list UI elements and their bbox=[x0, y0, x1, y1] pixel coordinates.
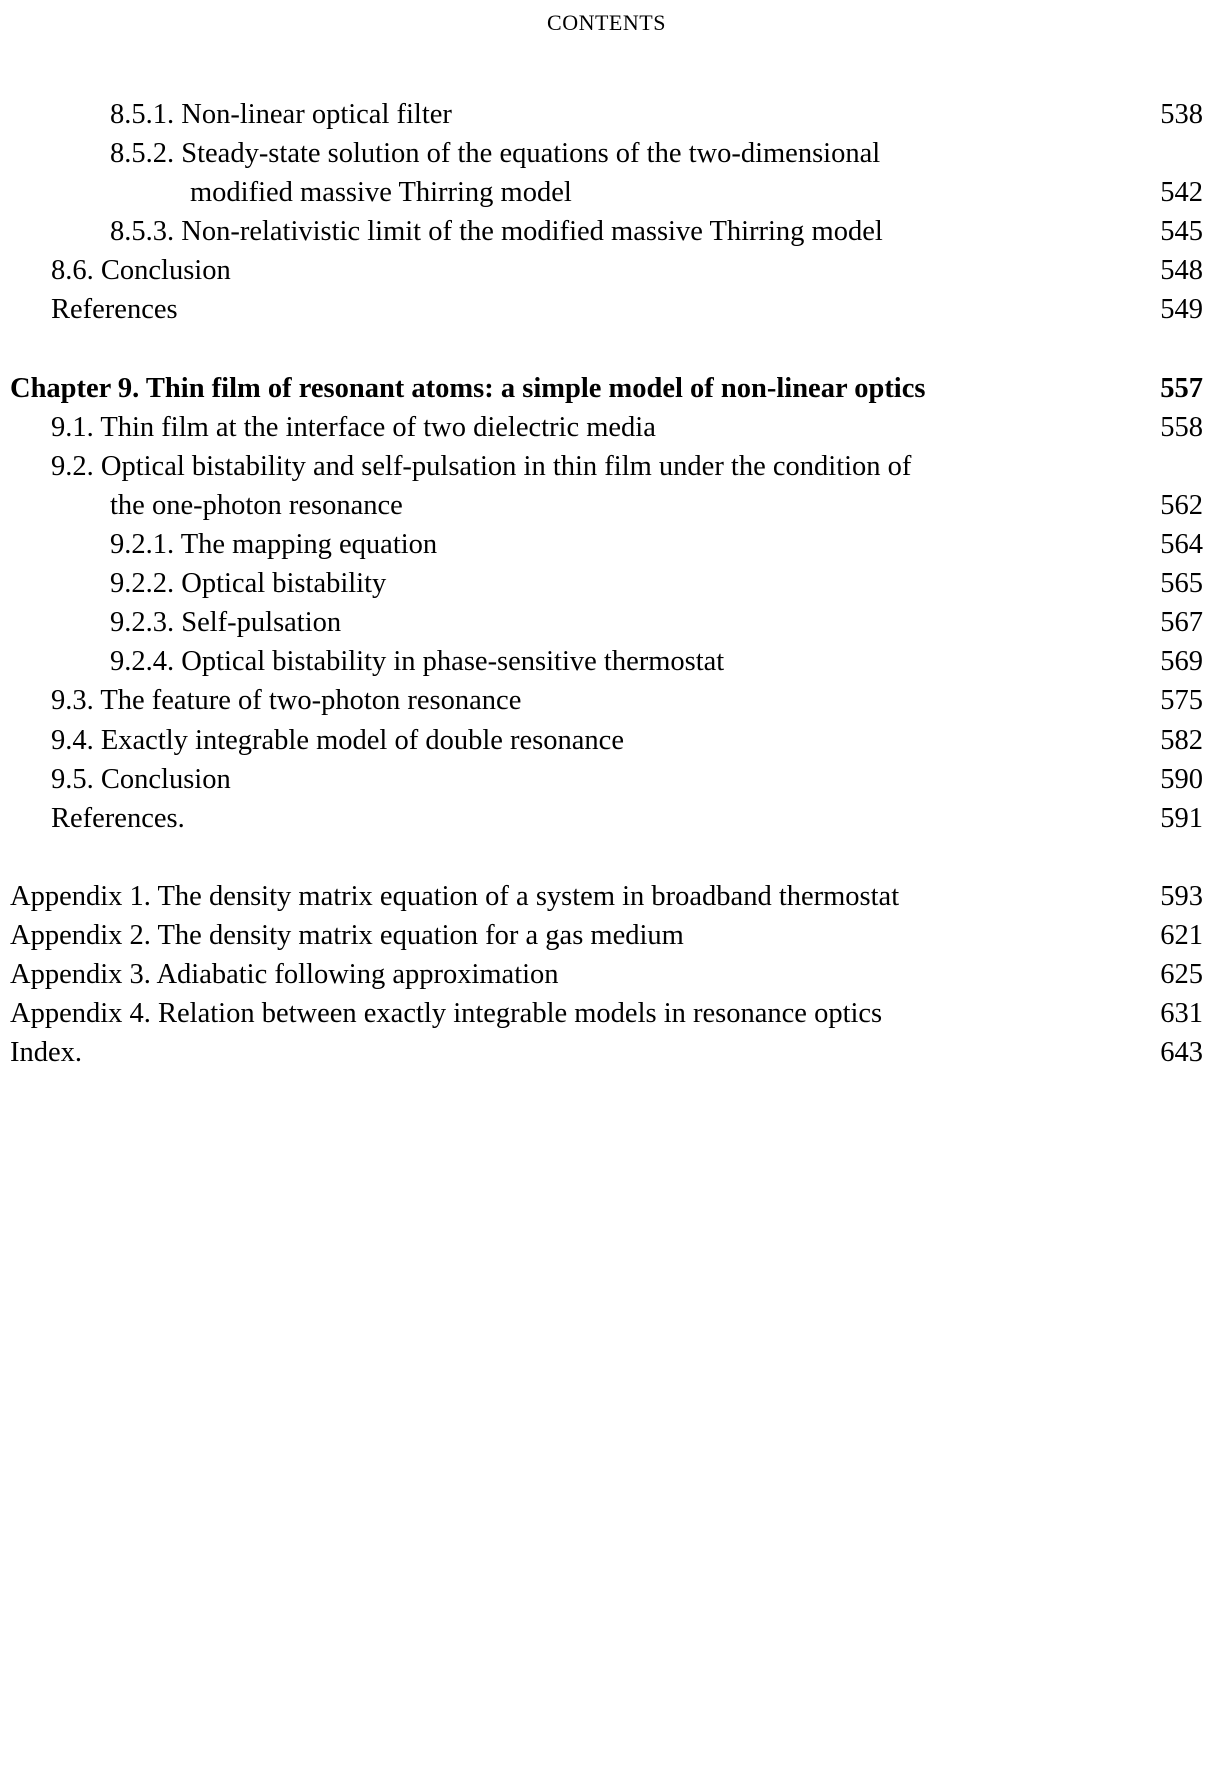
chapter-title: Chapter 9. Thin film of resonant atoms: a simple model of non-linear optics bbox=[10, 372, 926, 404]
toc-entry-page: 564 bbox=[1160, 529, 1203, 561]
toc-entry-title: Appendix 2. The density matrix equation for a gas medium bbox=[10, 919, 684, 951]
running-head: CONTENTS bbox=[547, 10, 666, 35]
toc-entry-title: References. bbox=[51, 802, 185, 834]
toc-entry-8-5-1[interactable] bbox=[10, 95, 1203, 134]
table-of-contents bbox=[10, 95, 1203, 1072]
toc-entry-page: 582 bbox=[1160, 724, 1203, 756]
toc-entry-title: 9.2.4. Optical bistability in phase-sensitive thermostat bbox=[110, 646, 725, 678]
toc-entry-page: 549 bbox=[1160, 294, 1203, 326]
toc-entry-9-2-4[interactable] bbox=[10, 642, 1203, 681]
toc-entry-appendix-3[interactable] bbox=[10, 955, 1203, 994]
toc-entry-title: 8.6. Conclusion bbox=[51, 255, 231, 287]
toc-entry-title-continuation: the one-photon resonance bbox=[110, 489, 403, 521]
toc-entry-page: 643 bbox=[1160, 1037, 1203, 1069]
toc-entry-page: 631 bbox=[1160, 998, 1203, 1030]
toc-entry-title: Appendix 3. Adiabatic following approximation bbox=[10, 959, 559, 991]
toc-entry-9-4[interactable] bbox=[10, 721, 1203, 760]
toc-entry-page: 591 bbox=[1160, 802, 1203, 834]
toc-entry-9-2-3[interactable] bbox=[10, 603, 1203, 642]
toc-entry-index[interactable] bbox=[10, 1033, 1203, 1072]
toc-entry-page: 625 bbox=[1160, 959, 1203, 991]
toc-entry-title: Index. bbox=[10, 1037, 83, 1069]
toc-entry-title: References bbox=[51, 294, 178, 326]
toc-entry-page: 562 bbox=[1160, 489, 1203, 521]
toc-entry-page: 569 bbox=[1160, 646, 1203, 678]
toc-entry-page: 545 bbox=[1160, 216, 1203, 248]
toc-entry-page: 565 bbox=[1160, 568, 1203, 600]
toc-entry-9-2-2[interactable] bbox=[10, 564, 1203, 603]
toc-entry-title-continuation: modified massive Thirring model bbox=[190, 177, 572, 209]
toc-entry-9-5[interactable] bbox=[10, 760, 1203, 799]
toc-entry-title: 9.3. The feature of two-photon resonance bbox=[51, 685, 522, 717]
toc-entry-title: 9.2.2. Optical bistability bbox=[110, 568, 387, 600]
toc-entry-title: 9.5. Conclusion bbox=[51, 763, 231, 795]
toc-entry-title: 8.5.1. Non-linear optical filter bbox=[110, 99, 452, 130]
toc-entry-page: 590 bbox=[1160, 763, 1203, 795]
toc-entry-page: 548 bbox=[1160, 255, 1203, 287]
toc-entry-title: 9.1. Thin film at the interface of two dielectric media bbox=[51, 411, 656, 443]
toc-entry-references-ch9[interactable] bbox=[10, 799, 1203, 838]
toc-entry-title: 9.4. Exactly integrable model of double resonance bbox=[51, 724, 624, 756]
toc-entry-8-5-3[interactable] bbox=[10, 212, 1203, 251]
toc-entry-title: Appendix 1. The density matrix equation of a system in broadband thermostat bbox=[10, 880, 900, 912]
toc-entry-title: 9.2.1. The mapping equation bbox=[110, 529, 438, 561]
toc-entry-page: 558 bbox=[1160, 411, 1203, 443]
toc-entry-title: 8.5.3. Non-relativistic limit of the modified massive Thirring model bbox=[110, 216, 883, 248]
toc-entry-8-6[interactable] bbox=[10, 251, 1203, 290]
toc-entry-8-5-2[interactable] bbox=[10, 134, 1203, 212]
toc-entry-9-1[interactable] bbox=[10, 408, 1203, 447]
chapter-page: 557 bbox=[1160, 372, 1203, 404]
spacer bbox=[10, 838, 1203, 877]
toc-entry-title: 9.2. Optical bistability and self-pulsation in thin film under the condition of bbox=[51, 450, 912, 482]
toc-entry-appendix-2[interactable] bbox=[10, 916, 1203, 955]
toc-entry-appendix-1[interactable] bbox=[10, 877, 1203, 916]
toc-entry-title: 8.5.2. Steady-state solution of the equations of the two-dimensional bbox=[110, 138, 881, 170]
toc-entry-title: 9.2.3. Self-pulsation bbox=[110, 607, 342, 639]
toc-entry-9-2-1[interactable] bbox=[10, 525, 1203, 564]
toc-entry-page: 593 bbox=[1160, 880, 1203, 912]
toc-chapter-9[interactable] bbox=[10, 369, 1203, 408]
toc-entry-page: 542 bbox=[1160, 177, 1203, 209]
toc-entry-references-ch8[interactable] bbox=[10, 290, 1203, 329]
toc-entry-page: 621 bbox=[1160, 919, 1203, 951]
toc-entry-page: 567 bbox=[1160, 607, 1203, 639]
toc-entry-page: 538 bbox=[1160, 99, 1203, 130]
toc-entry-appendix-4[interactable] bbox=[10, 994, 1203, 1033]
spacer bbox=[10, 330, 1203, 369]
toc-entry-title: Appendix 4. Relation between exactly integrable models in resonance optics bbox=[10, 998, 883, 1030]
toc-entry-9-3[interactable] bbox=[10, 681, 1203, 720]
toc-entry-9-2[interactable] bbox=[10, 447, 1203, 525]
toc-entry-page: 575 bbox=[1160, 685, 1203, 717]
